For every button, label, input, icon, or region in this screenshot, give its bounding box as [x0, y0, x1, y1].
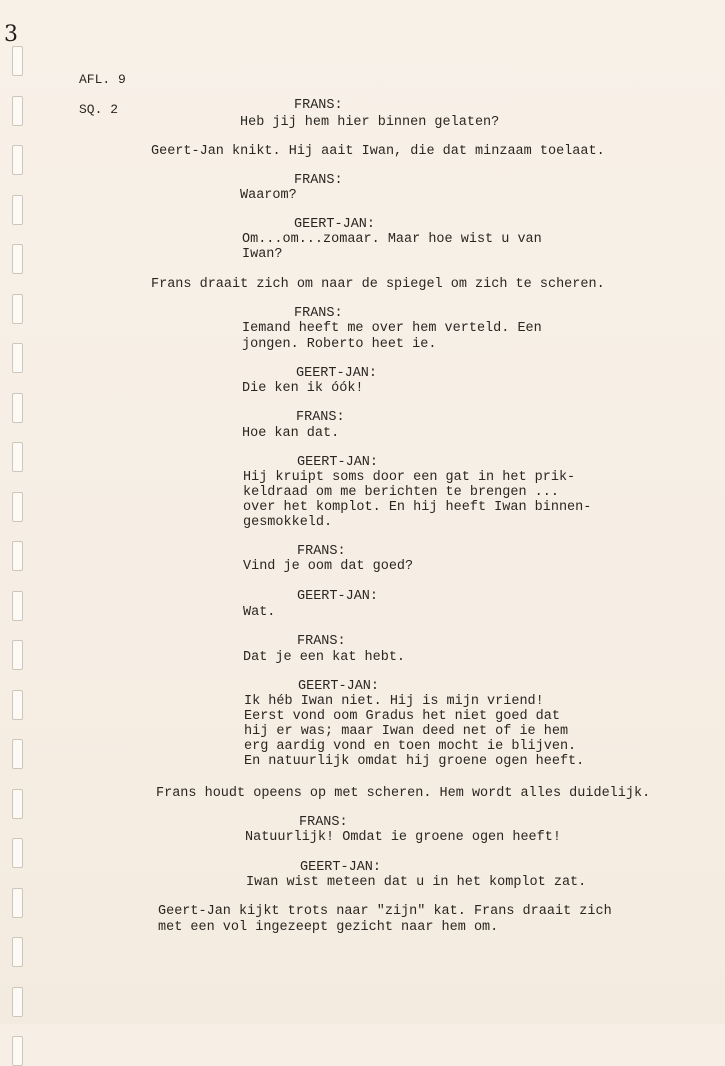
binder-hole [12, 195, 23, 225]
binder-hole [12, 96, 23, 126]
script-action-line: met een vol ingezeept gezicht naar hem om. [158, 920, 499, 935]
script-dialogue-line: hij er was; maar Iwan deed net of ie hem [244, 724, 569, 739]
binder-hole [12, 640, 23, 670]
script-dialogue-line: Waarom? [240, 188, 297, 203]
binder-hole [12, 838, 23, 868]
script-dialogue-line: erg aardig vond en toen mocht ie blijven. [244, 739, 577, 754]
script-character-line: FRANS: [299, 815, 348, 830]
script-character-line: FRANS: [294, 98, 343, 113]
binder-hole [12, 343, 23, 373]
script-action-line: Frans houdt opeens op met scheren. Hem wordt alles duidelijk. [156, 786, 651, 801]
script-dialogue-line: over het komplot. En hij heeft Iwan binnen- [243, 500, 592, 515]
binder-hole [12, 937, 23, 967]
script-dialogue-line: Dat je een kat hebt. [243, 650, 406, 665]
script-action-line: Frans draait zich om naar de spiegel om zich te scheren. [151, 277, 605, 292]
binder-hole [12, 244, 23, 274]
script-dialogue-line: Heb jij hem hier binnen gelaten? [240, 115, 500, 130]
script-dialogue-line: Iwan wist meteen dat u in het komplot zat. [246, 875, 587, 890]
script-character-line: FRANS: [297, 634, 346, 649]
script-character-line: GEERT-JAN: [300, 860, 382, 875]
sequence-label: SQ. 2 [79, 102, 119, 117]
script-action-line: Geert-Jan kijkt trots naar "zijn" kat. Frans draait zich [158, 904, 612, 919]
script-dialogue-line: keldraad om me berichten te brengen ... [243, 485, 559, 500]
binder-hole [12, 145, 23, 175]
binder-hole [12, 294, 23, 324]
binder-hole [12, 591, 23, 621]
script-character-line: FRANS: [297, 544, 346, 559]
script-dialogue-line: Die ken ik óók! [242, 381, 364, 396]
script-dialogue-line: Om...om...zomaar. Maar hoe wist u van [242, 232, 542, 247]
script-character-line: GEERT-JAN: [297, 589, 379, 604]
script-character-line: FRANS: [294, 173, 343, 188]
binder-hole [12, 393, 23, 423]
script-character-line: GEERT-JAN: [298, 679, 380, 694]
binder-hole [12, 789, 23, 819]
binder-hole [12, 690, 23, 720]
script-dialogue-line: En natuurlijk omdat hij groene ogen heeft. [244, 754, 585, 769]
binder-hole [12, 888, 23, 918]
script-dialogue-line: Hoe kan dat. [242, 426, 340, 441]
binder-hole [12, 541, 23, 571]
page-number: 3 [4, 22, 18, 47]
script-dialogue-line: Hij kruipt soms door een gat in het prik- [243, 470, 576, 485]
script-dialogue-line: Vind je oom dat goed? [243, 559, 414, 574]
script-dialogue-line: jongen. Roberto heet ie. [242, 337, 437, 352]
script-action-line: Geert-Jan knikt. Hij aait Iwan, die dat minzaam toelaat. [151, 144, 605, 159]
script-character-line: FRANS: [296, 410, 345, 425]
script-character-line: GEERT-JAN: [297, 455, 379, 470]
episode-label: AFL. 9 [79, 72, 126, 87]
script-dialogue-line: Iemand heeft me over hem verteld. Een [242, 321, 542, 336]
script-character-line: GEERT-JAN: [296, 366, 378, 381]
script-dialogue-line: gesmokkeld. [243, 515, 333, 530]
binder-hole [12, 1036, 23, 1066]
binder-hole [12, 739, 23, 769]
binder-hole [12, 987, 23, 1017]
binder-hole [12, 46, 23, 76]
script-dialogue-line: Iwan? [242, 247, 283, 262]
script-dialogue-line: Eerst vond oom Gradus het niet goed dat [244, 709, 560, 724]
script-dialogue-line: Natuurlijk! Omdat ie groene ogen heeft! [245, 830, 561, 845]
script-character-line: GEERT-JAN: [294, 217, 376, 232]
script-dialogue-line: Ik héb Iwan niet. Hij is mijn vriend! [244, 694, 544, 709]
binder-hole [12, 442, 23, 472]
binder-holes [12, 0, 26, 1024]
script-dialogue-line: Wat. [243, 605, 276, 620]
binder-hole [12, 492, 23, 522]
script-character-line: FRANS: [294, 306, 343, 321]
